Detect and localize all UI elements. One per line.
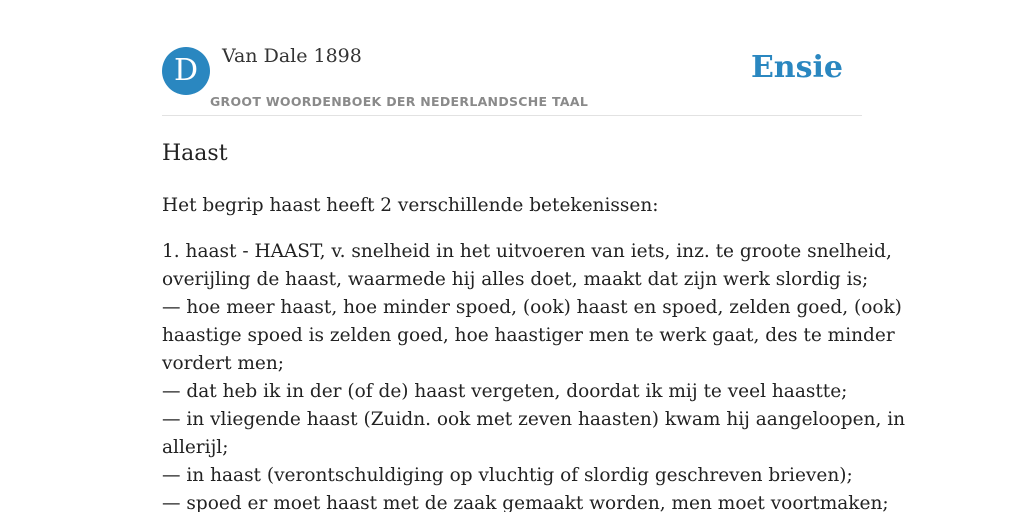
definition-line: — spoed er moet haast met de zaak gemaakt worden, men moet voortmaken; — [162, 493, 889, 512]
entry-content — [162, 139, 906, 512]
definition-line: overijling de haast, waarmede hij alles doet, maakt dat zijn werk slordig is; — [162, 269, 869, 290]
definition-line: — hoe meer haast, hoe minder spoed, (ook) haast en spoed, zelden goed, (ook) — [162, 297, 902, 318]
dictionary-subtitle: GROOT WOORDENBOEK DER NEDERLANDSCHE TAAL — [210, 94, 589, 109]
definition-line: — in haast (verontschuldiging op vluchtig of slordig geschreven brieven); — [162, 465, 853, 486]
definition-line: allerijl; — [162, 437, 229, 458]
definition-text — [162, 238, 906, 512]
definition-line: — in vliegende haast (Zuidn. ook met zeven haasten) kwam hij aangeloopen, in — [162, 409, 906, 430]
dictionary-logo[interactable]: D — [162, 47, 210, 95]
entry-intro: Het begrip haast heeft 2 verschillende betekenissen: — [162, 195, 659, 216]
page-header — [162, 0, 862, 116]
definition-line: 1. haast - HAAST, v. snelheid in het uitvoeren van iets, inz. te groote snelheid, — [162, 241, 892, 262]
definition-line: haastige spoed is zelden goed, hoe haastiger men te werk gaat, des te minder — [162, 325, 895, 346]
entry-title: Haast — [162, 141, 228, 166]
brand-logo[interactable]: Ensie — [750, 50, 843, 85]
dictionary-title[interactable]: Van Dale 1898 — [222, 45, 362, 67]
definition-line: — dat heb ik in der (of de) haast vergeten, doordat ik mij te veel haastte; — [162, 381, 848, 402]
definition-line: vordert men; — [162, 353, 285, 374]
